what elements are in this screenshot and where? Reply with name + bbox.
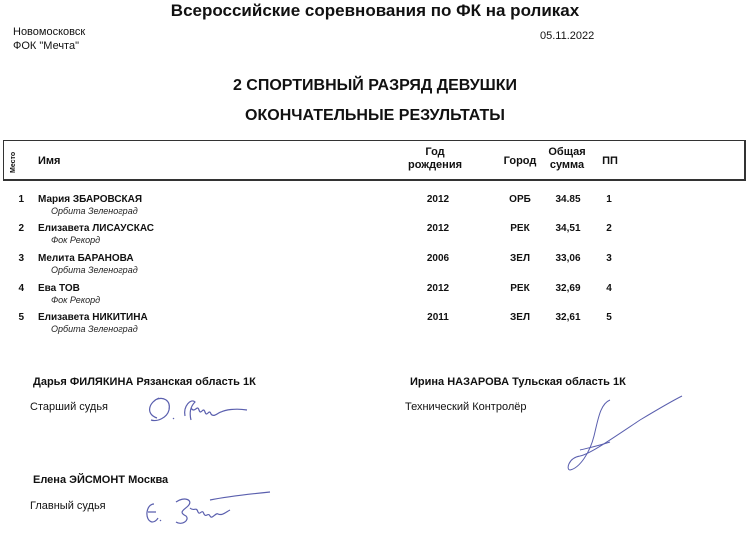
- row-total: 34,51: [555, 223, 581, 234]
- row-total: 33,06: [555, 253, 581, 264]
- chief-judge-signature-icon: [140, 490, 290, 530]
- senior-judge-name: Дарья ФИЛЯКИНА Рязанская область 1К: [33, 376, 256, 388]
- row-place: 5: [18, 312, 24, 323]
- chief-judge-name: Елена ЭЙСМОНТ Москва: [33, 474, 169, 486]
- column-header-city: Город: [503, 155, 537, 167]
- row-place: 4: [18, 283, 24, 294]
- row-birth-year: 2006: [426, 253, 450, 264]
- row-total: 32,69: [555, 283, 581, 294]
- row-city: ОРБ: [509, 194, 531, 205]
- row-club: Орбита Зеленоград: [51, 206, 138, 216]
- row-athlete-name: Ева ТОВ: [38, 283, 80, 294]
- row-birth-year: 2012: [426, 283, 450, 294]
- venue-block: [13, 25, 85, 53]
- row-place: 1: [18, 194, 24, 205]
- row-total: 34.85: [555, 194, 581, 205]
- senior-judge-signature-icon: [145, 392, 265, 432]
- row-place: 3: [18, 253, 24, 264]
- row-total: 32,61: [555, 312, 581, 323]
- senior-judge-role: Старший судья: [30, 401, 109, 413]
- category-title: 2 СПОРТИВНЫЙ РАЗРЯД ДЕВУШКИ: [232, 77, 518, 94]
- row-place: 2: [18, 223, 24, 234]
- row-pp: 5: [606, 312, 612, 323]
- row-birth-year: 2012: [426, 194, 450, 205]
- row-pp: 4: [606, 283, 612, 294]
- column-header-place: Место: [10, 151, 17, 173]
- row-athlete-name: Елизавета НИКИТИНА: [38, 312, 148, 323]
- tech-controller-name: Ирина НАЗАРОВА Тульская область 1К: [410, 376, 626, 388]
- row-club: Фок Рекорд: [51, 235, 101, 245]
- row-athlete-name: Мелита БАРАНОВА: [38, 253, 134, 264]
- row-city: РЕК: [510, 223, 530, 234]
- table-header: [3, 140, 746, 181]
- column-header-name: Имя: [38, 155, 61, 167]
- row-pp: 3: [606, 253, 612, 264]
- tech-controller-role: Технический Контролёр: [405, 401, 527, 413]
- row-birth-year: 2012: [426, 223, 450, 234]
- row-club: Орбита Зеленоград: [51, 265, 138, 275]
- competition-date: 05.11.2022: [540, 30, 595, 42]
- row-club: Фок Рекорд: [51, 295, 101, 305]
- city-label: Новомосковск: [13, 26, 86, 38]
- row-pp: 1: [606, 194, 612, 205]
- column-header-pp: ПП: [602, 155, 618, 167]
- results-title: ОКОНЧАТЕЛЬНЫЕ РЕЗУЛЬТАТЫ: [245, 107, 505, 124]
- chief-judge-role: Главный судья: [30, 500, 106, 512]
- tech-controller-signature-icon: [550, 390, 690, 480]
- row-club: Орбита Зеленоград: [51, 324, 138, 334]
- row-city: ЗЕЛ: [510, 253, 530, 264]
- column-header-total: Общая сумма: [548, 146, 586, 171]
- row-city: ЗЕЛ: [510, 312, 530, 323]
- row-athlete-name: Елизавета ЛИСАУСКАС: [38, 223, 155, 234]
- competition-title: Всероссийские соревнования по ФК на роликах: [170, 1, 580, 20]
- venue-label: ФОК "Мечта": [13, 40, 79, 52]
- column-header-birth-year: Год рождения: [407, 146, 463, 171]
- row-pp: 2: [606, 223, 612, 234]
- row-birth-year: 2011: [427, 312, 449, 323]
- row-city: РЕК: [510, 283, 530, 294]
- row-athlete-name: Мария ЗБАРОВСКАЯ: [38, 194, 143, 205]
